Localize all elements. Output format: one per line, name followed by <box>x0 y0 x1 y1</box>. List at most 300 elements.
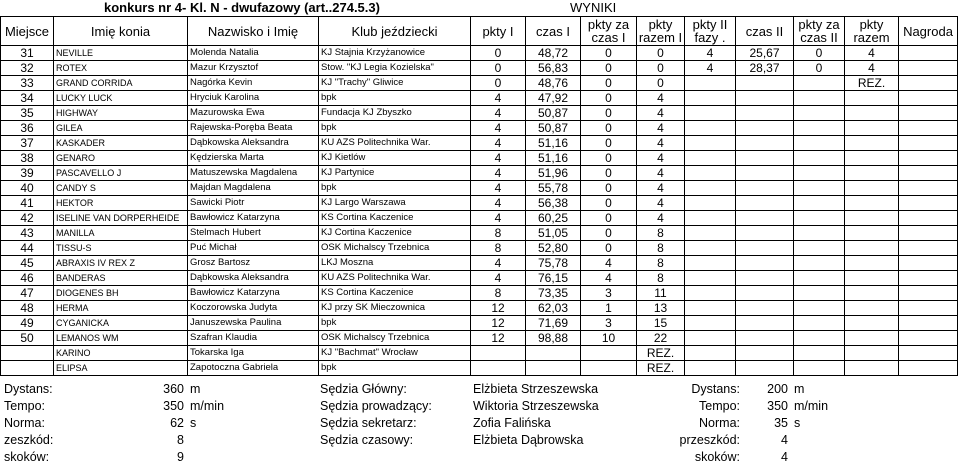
cell-club: bpk <box>319 181 471 196</box>
cell-faults-1: 4 <box>471 166 526 181</box>
cell-prize <box>899 106 958 121</box>
footer-value: 360 <box>163 382 184 396</box>
footer-value-2: 350 <box>767 399 788 413</box>
cell-time-2: 28,37 <box>736 61 794 76</box>
official-role: Sędzia Główny: <box>320 382 407 396</box>
cell-faults-2 <box>685 166 736 181</box>
cell-club: KJ "Trachy" Gliwice <box>319 76 471 91</box>
cell-rider: Koczorowska Judyta <box>188 301 319 316</box>
competition-title: konkurs nr 4- Kl. N - dwufazowy (art..274.5.3) <box>104 0 380 15</box>
cell-faults-2 <box>685 76 736 91</box>
cell-time-faults-2 <box>794 211 845 226</box>
cell-place: 50 <box>1 331 54 346</box>
cell-horse: MANILLA <box>54 226 188 241</box>
cell-time-2 <box>736 346 794 361</box>
officials-footer <box>0 380 959 465</box>
cell-total-1: 4 <box>637 196 685 211</box>
cell-prize <box>899 331 958 346</box>
cell-club: KJ Cortina Kaczenice <box>319 226 471 241</box>
table-row <box>1 136 958 151</box>
cell-time-faults-1: 0 <box>581 46 637 61</box>
cell-place: 42 <box>1 211 54 226</box>
cell-place <box>1 346 54 361</box>
footer-value-2: 4 <box>781 433 788 447</box>
cell-total-1: 4 <box>637 91 685 106</box>
cell-faults-1: 4 <box>471 121 526 136</box>
cell-faults-2 <box>685 256 736 271</box>
cell-time-2 <box>736 226 794 241</box>
cell-time-1: 56,38 <box>526 196 581 211</box>
cell-rider: Matuszewska Magdalena <box>188 166 319 181</box>
cell-time-faults-2 <box>794 271 845 286</box>
footer-label-2: skoków: <box>694 450 740 464</box>
cell-time-faults-1 <box>581 361 637 376</box>
cell-time-1: 52,80 <box>526 241 581 256</box>
footer-label-2: Tempo: <box>699 399 740 413</box>
cell-time-faults-1: 0 <box>581 166 637 181</box>
cell-club: KJ "Bachmat" Wrocław <box>319 346 471 361</box>
footer-value-2: 4 <box>781 450 788 464</box>
cell-time-1: 48,76 <box>526 76 581 91</box>
cell-place: 32 <box>1 61 54 76</box>
cell-club: LKJ Moszna <box>319 256 471 271</box>
footer-unit-2: s <box>794 416 801 430</box>
cell-club: KS Cortina Kaczenice <box>319 286 471 301</box>
cell-faults-1: 8 <box>471 286 526 301</box>
cell-time-faults-2 <box>794 331 845 346</box>
cell-faults-2 <box>685 181 736 196</box>
cell-time-faults-2 <box>794 361 845 376</box>
table-row <box>1 106 958 121</box>
table-row <box>1 271 958 286</box>
cell-faults-2 <box>685 151 736 166</box>
cell-horse: CANDY S <box>54 181 188 196</box>
cell-total <box>845 166 899 181</box>
table-row <box>1 301 958 316</box>
cell-prize <box>899 301 958 316</box>
cell-faults-2: 4 <box>685 46 736 61</box>
footer-label: zeszkód: <box>4 433 54 447</box>
cell-time-faults-2 <box>794 91 845 106</box>
footer-row <box>0 397 959 414</box>
cell-place: 39 <box>1 166 54 181</box>
cell-time-faults-1: 0 <box>581 181 637 196</box>
table-row <box>1 286 958 301</box>
cell-prize <box>899 256 958 271</box>
footer-unit: m <box>190 382 201 396</box>
cell-total-1: 0 <box>637 61 685 76</box>
cell-faults-1: 0 <box>471 61 526 76</box>
cell-rider: Mazur Krzysztof <box>188 61 319 76</box>
cell-total <box>845 331 899 346</box>
table-row <box>1 121 958 136</box>
footer-label: skoków: <box>4 450 50 464</box>
cell-time-faults-1: 0 <box>581 151 637 166</box>
cell-time-faults-1: 0 <box>581 76 637 91</box>
cell-faults-2 <box>685 136 736 151</box>
cell-horse: HEKTOR <box>54 196 188 211</box>
cell-total-1: 0 <box>637 46 685 61</box>
cell-time-faults-1 <box>581 346 637 361</box>
cell-club: KJ Kietlów <box>319 151 471 166</box>
cell-time-1: 51,96 <box>526 166 581 181</box>
col-time-faults-1: pkty za czas I <box>581 17 637 46</box>
cell-time-faults-1: 4 <box>581 271 637 286</box>
table-row <box>1 361 958 376</box>
cell-time-faults-2 <box>794 241 845 256</box>
cell-time-faults-1: 0 <box>581 196 637 211</box>
cell-total-1: 4 <box>637 136 685 151</box>
cell-club: KJ Stajnia Krzyżanowice <box>319 46 471 61</box>
col-prize: Nagroda <box>899 17 958 46</box>
cell-faults-2 <box>685 241 736 256</box>
cell-time-faults-2: 0 <box>794 61 845 76</box>
cell-club: KU AZS Politechnika War. <box>319 271 471 286</box>
cell-faults-2 <box>685 196 736 211</box>
official-name: Elżbieta Strzeszewska <box>473 382 599 396</box>
footer-unit-2: m/min <box>794 399 829 413</box>
cell-time-1: 51,05 <box>526 226 581 241</box>
col-place: Miejsce <box>1 17 54 46</box>
cell-prize <box>899 316 958 331</box>
cell-prize <box>899 286 958 301</box>
cell-place: 43 <box>1 226 54 241</box>
cell-time-2 <box>736 196 794 211</box>
cell-place: 40 <box>1 181 54 196</box>
cell-place: 41 <box>1 196 54 211</box>
cell-place: 35 <box>1 106 54 121</box>
cell-place: 48 <box>1 301 54 316</box>
cell-club: KJ Largo Warszawa <box>319 196 471 211</box>
cell-time-2 <box>736 136 794 151</box>
cell-faults-1 <box>471 361 526 376</box>
table-row <box>1 316 958 331</box>
cell-time-2 <box>736 76 794 91</box>
col-faults-1: pkty I <box>471 17 526 46</box>
cell-time-1: 71,69 <box>526 316 581 331</box>
cell-time-2 <box>736 151 794 166</box>
cell-time-faults-1: 4 <box>581 256 637 271</box>
cell-rider: Dąbkowska Aleksandra <box>188 271 319 286</box>
footer-value: 62 <box>170 416 184 430</box>
table-row <box>1 181 958 196</box>
cell-rider: Mazurowska Ewa <box>188 106 319 121</box>
cell-faults-2 <box>685 316 736 331</box>
cell-total-1: 4 <box>637 106 685 121</box>
cell-total-1: 4 <box>637 211 685 226</box>
cell-club: KS Cortina Kaczenice <box>319 211 471 226</box>
cell-time-2 <box>736 166 794 181</box>
cell-time-1: 73,35 <box>526 286 581 301</box>
cell-rider: Hryciuk Karolina <box>188 91 319 106</box>
cell-club: KU AZS Politechnika War. <box>319 136 471 151</box>
footer-row <box>0 448 959 465</box>
cell-club: bpk <box>319 121 471 136</box>
cell-total <box>845 106 899 121</box>
cell-time-faults-1: 0 <box>581 211 637 226</box>
table-row <box>1 151 958 166</box>
cell-rider: Dąbkowska Aleksandra <box>188 136 319 151</box>
footer-row <box>0 414 959 431</box>
cell-club: bpk <box>319 316 471 331</box>
cell-place: 45 <box>1 256 54 271</box>
cell-total-1: 15 <box>637 316 685 331</box>
table-row <box>1 256 958 271</box>
footer-label: Norma: <box>4 416 45 430</box>
cell-rider: Nagórka Kevin <box>188 76 319 91</box>
cell-faults-1: 4 <box>471 91 526 106</box>
cell-time-1: 98,88 <box>526 331 581 346</box>
cell-time-2 <box>736 181 794 196</box>
cell-prize <box>899 271 958 286</box>
cell-place: 49 <box>1 316 54 331</box>
official-role: Sędzia sekretarz: <box>320 416 417 430</box>
cell-horse: GENARO <box>54 151 188 166</box>
cell-rider: Stelmach Hubert <box>188 226 319 241</box>
cell-time-faults-1: 1 <box>581 301 637 316</box>
cell-prize <box>899 61 958 76</box>
cell-rider: Bawłowicz Katarzyna <box>188 286 319 301</box>
cell-prize <box>899 241 958 256</box>
cell-prize <box>899 181 958 196</box>
footer-value: 350 <box>163 399 184 413</box>
col-time-1: czas I <box>526 17 581 46</box>
official-name: Elżbieta Dąbrowska <box>473 433 584 447</box>
cell-total-1: REZ. <box>637 346 685 361</box>
results-heading: WYNIKI <box>570 0 617 15</box>
cell-time-faults-1: 3 <box>581 286 637 301</box>
footer-value-2: 200 <box>767 382 788 396</box>
cell-horse: LEMANOS WM <box>54 331 188 346</box>
cell-rider: Bawłowicz Katarzyna <box>188 211 319 226</box>
cell-horse: CYGANICKA <box>54 316 188 331</box>
cell-club: KJ Partynice <box>319 166 471 181</box>
cell-club: Stow. "KJ Legia Kozielska" <box>319 61 471 76</box>
header-row <box>1 17 958 46</box>
cell-time-faults-2 <box>794 256 845 271</box>
cell-time-faults-2 <box>794 286 845 301</box>
footer-label-2: Dystans: <box>691 382 740 396</box>
table-row <box>1 166 958 181</box>
footer-value: 8 <box>177 433 184 447</box>
cell-prize <box>899 196 958 211</box>
cell-time-1: 50,87 <box>526 121 581 136</box>
cell-time-faults-1: 0 <box>581 106 637 121</box>
cell-time-1: 51,16 <box>526 136 581 151</box>
col-total: pkty razem <box>845 17 899 46</box>
cell-rider: Szafran Klaudia <box>188 331 319 346</box>
cell-total-1: 22 <box>637 331 685 346</box>
cell-prize <box>899 211 958 226</box>
cell-place: 46 <box>1 271 54 286</box>
cell-total: 4 <box>845 61 899 76</box>
cell-horse: GRAND CORRIDA <box>54 76 188 91</box>
cell-place: 36 <box>1 121 54 136</box>
cell-rider: Puć Michał <box>188 241 319 256</box>
cell-place: 37 <box>1 136 54 151</box>
cell-total-1: REZ. <box>637 361 685 376</box>
cell-horse: TISSU-S <box>54 241 188 256</box>
table-row <box>1 211 958 226</box>
cell-total-1: 8 <box>637 226 685 241</box>
cell-total <box>845 271 899 286</box>
cell-total-1: 4 <box>637 121 685 136</box>
footer-row <box>0 380 959 397</box>
cell-prize <box>899 361 958 376</box>
cell-faults-1: 0 <box>471 76 526 91</box>
cell-time-1 <box>526 361 581 376</box>
cell-faults-1: 4 <box>471 181 526 196</box>
cell-total <box>845 316 899 331</box>
cell-prize <box>899 121 958 136</box>
footer-label-2: Norma: <box>699 416 740 430</box>
official-name: Zofia Falińska <box>473 416 551 430</box>
cell-total <box>845 301 899 316</box>
cell-time-2 <box>736 301 794 316</box>
cell-time-2 <box>736 241 794 256</box>
cell-rider: Sawicki Piotr <box>188 196 319 211</box>
cell-faults-1: 12 <box>471 301 526 316</box>
official-name: Wiktoria Strzeszewska <box>473 399 599 413</box>
cell-time-1: 55,78 <box>526 181 581 196</box>
cell-time-faults-2 <box>794 166 845 181</box>
cell-total <box>845 181 899 196</box>
cell-total <box>845 346 899 361</box>
cell-horse: KARINO <box>54 346 188 361</box>
cell-horse: LUCKY LUCK <box>54 91 188 106</box>
cell-time-faults-2 <box>794 106 845 121</box>
cell-club: bpk <box>319 361 471 376</box>
footer-label: Dystans: <box>4 382 53 396</box>
cell-time-faults-1: 0 <box>581 91 637 106</box>
table-row <box>1 241 958 256</box>
table-row <box>1 76 958 91</box>
cell-time-faults-1: 0 <box>581 241 637 256</box>
cell-rider: Zapotoczna Gabriela <box>188 361 319 376</box>
official-role: Sędzia czasowy: <box>320 433 414 447</box>
cell-time-1: 47,92 <box>526 91 581 106</box>
table-row <box>1 196 958 211</box>
cell-faults-1: 0 <box>471 46 526 61</box>
cell-total <box>845 121 899 136</box>
cell-rider: Grosz Bartosz <box>188 256 319 271</box>
cell-rider: Kędzierska Marta <box>188 151 319 166</box>
cell-club: OSK Michalscy Trzebnica <box>319 241 471 256</box>
cell-total <box>845 361 899 376</box>
cell-faults-1: 4 <box>471 106 526 121</box>
cell-total <box>845 286 899 301</box>
cell-total-1: 4 <box>637 151 685 166</box>
cell-rider: Majdan Magdalena <box>188 181 319 196</box>
cell-rider: Januszewska Paulina <box>188 316 319 331</box>
cell-prize <box>899 226 958 241</box>
cell-horse: GILEA <box>54 121 188 136</box>
cell-rider: Rajewska-Poręba Beata <box>188 121 319 136</box>
cell-rider: Molenda Natalia <box>188 46 319 61</box>
cell-horse: BANDERAS <box>54 271 188 286</box>
cell-horse: HERMA <box>54 301 188 316</box>
cell-total-1: 0 <box>637 76 685 91</box>
cell-time-faults-2 <box>794 196 845 211</box>
col-faults-2: pkty II fazy . <box>685 17 736 46</box>
cell-total-1: 8 <box>637 241 685 256</box>
cell-time-2: 25,67 <box>736 46 794 61</box>
cell-time-1: 48,72 <box>526 46 581 61</box>
cell-horse: ABRAXIS IV REX Z <box>54 256 188 271</box>
cell-prize <box>899 166 958 181</box>
cell-prize <box>899 76 958 91</box>
cell-faults-1: 12 <box>471 316 526 331</box>
footer-value: 9 <box>177 450 184 464</box>
cell-time-1: 50,87 <box>526 106 581 121</box>
cell-time-faults-1: 0 <box>581 61 637 76</box>
cell-total <box>845 211 899 226</box>
cell-prize <box>899 346 958 361</box>
cell-faults-1: 4 <box>471 151 526 166</box>
cell-club: OSK Michalscy Trzebnica <box>319 331 471 346</box>
cell-place: 34 <box>1 91 54 106</box>
results-body <box>1 46 958 376</box>
cell-faults-2 <box>685 286 736 301</box>
cell-time-1: 76,15 <box>526 271 581 286</box>
cell-total-1: 4 <box>637 166 685 181</box>
cell-time-1 <box>526 346 581 361</box>
cell-time-faults-2 <box>794 316 845 331</box>
cell-total-1: 8 <box>637 256 685 271</box>
cell-faults-2 <box>685 331 736 346</box>
cell-club: bpk <box>319 91 471 106</box>
cell-horse: KASKADER <box>54 136 188 151</box>
cell-prize <box>899 91 958 106</box>
cell-time-1: 75,78 <box>526 256 581 271</box>
cell-total <box>845 256 899 271</box>
cell-prize <box>899 46 958 61</box>
cell-total <box>845 226 899 241</box>
cell-place: 44 <box>1 241 54 256</box>
cell-place: 31 <box>1 46 54 61</box>
cell-time-1: 56,83 <box>526 61 581 76</box>
cell-horse: NEVILLE <box>54 46 188 61</box>
col-rider: Nazwisko i Imię <box>188 17 319 46</box>
cell-total <box>845 241 899 256</box>
cell-place: 38 <box>1 151 54 166</box>
cell-time-1: 60,25 <box>526 211 581 226</box>
cell-total <box>845 91 899 106</box>
official-role: Sędzia prowadzący: <box>320 399 432 413</box>
cell-faults-1: 4 <box>471 196 526 211</box>
cell-time-faults-2: 0 <box>794 46 845 61</box>
cell-horse: ISELINE VAN DORPERHEIDE <box>54 211 188 226</box>
cell-club: Fundacja KJ Zbyszko <box>319 106 471 121</box>
cell-faults-2 <box>685 346 736 361</box>
table-row <box>1 226 958 241</box>
cell-time-faults-2 <box>794 76 845 91</box>
cell-faults-2 <box>685 211 736 226</box>
cell-faults-1: 8 <box>471 226 526 241</box>
cell-time-faults-2 <box>794 181 845 196</box>
cell-place: 33 <box>1 76 54 91</box>
cell-time-faults-2 <box>794 301 845 316</box>
table-row <box>1 46 958 61</box>
cell-faults-2 <box>685 361 736 376</box>
cell-faults-1: 8 <box>471 241 526 256</box>
cell-total-1: 11 <box>637 286 685 301</box>
cell-time-2 <box>736 316 794 331</box>
cell-time-2 <box>736 286 794 301</box>
cell-place: 47 <box>1 286 54 301</box>
cell-faults-1: 4 <box>471 136 526 151</box>
cell-time-1: 62,03 <box>526 301 581 316</box>
